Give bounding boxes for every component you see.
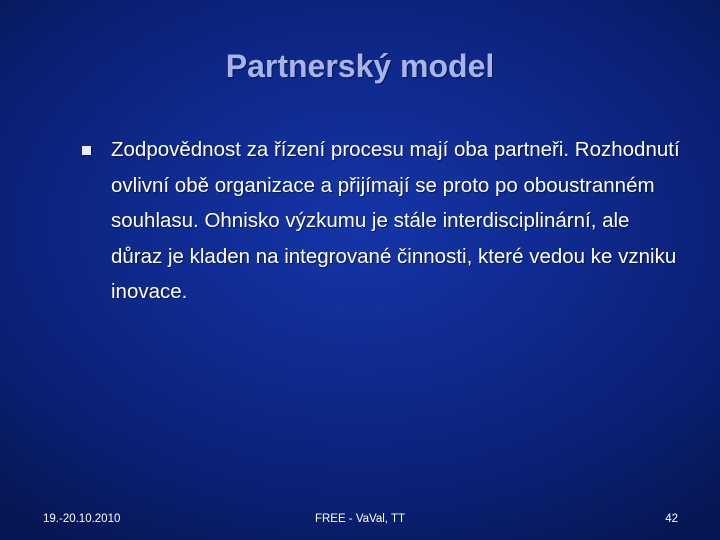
footer-center-text: FREE - VaVal, TT bbox=[314, 513, 406, 525]
bullet-text: Zodpovědnost za řízení procesu mají oba partneři. Rozhodnutí ovlivní obě organizace a přijímají se proto po oboustranném souhlasu. Ohnisko výzkumu je stále interdisciplinární, ale důraz je kladen na integrované činnosti, které vedou ke vzniku inovace. bbox=[111, 138, 680, 303]
slide-title: Partnerský model bbox=[225, 48, 495, 84]
footer-date: 19.-20.10.2010 bbox=[43, 513, 121, 525]
square-bullet-icon bbox=[82, 146, 91, 155]
page-number: 42 bbox=[665, 513, 678, 525]
